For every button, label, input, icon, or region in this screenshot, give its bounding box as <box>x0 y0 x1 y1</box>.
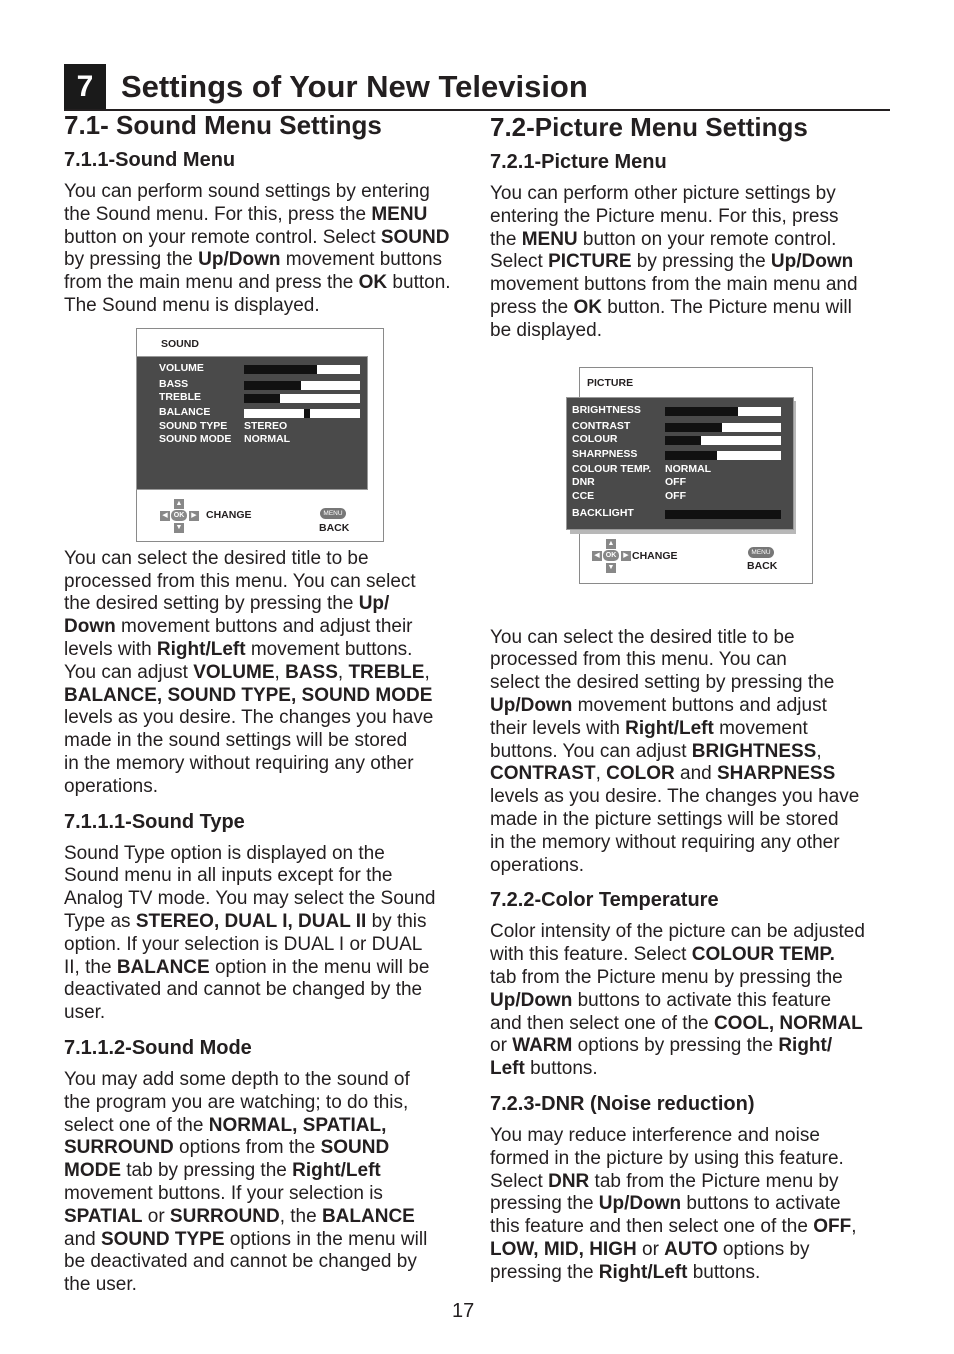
picture-body-paragraph <box>490 627 890 878</box>
text-run: You can perform sound settings by entering <box>64 181 430 202</box>
level-bar-fill <box>665 451 717 460</box>
text-run: options by pressing the <box>572 1035 779 1057</box>
text-line <box>64 776 476 799</box>
text-line <box>64 730 476 753</box>
picture-menu-screenshot <box>490 355 890 627</box>
ok-button-icon: OK <box>171 510 187 521</box>
text-run: DNR <box>548 1170 590 1192</box>
text-run: the Sound menu. For this, press the <box>64 203 372 225</box>
right-arrow-icon: ▶ <box>621 551 631 561</box>
sound-column <box>64 108 476 1297</box>
menu-item-value: NORMAL <box>244 432 291 445</box>
sound-mode-paragraph <box>64 1069 476 1297</box>
text-run: AUTO <box>664 1238 718 1260</box>
text-line <box>64 227 476 250</box>
text-line <box>490 297 890 320</box>
text-run: with this feature. Select <box>490 944 692 966</box>
text-line <box>64 934 476 957</box>
text-run: tab from the Picture menu by pressing the <box>490 966 843 988</box>
text-line <box>64 1115 476 1138</box>
color-temp-paragraph <box>490 921 890 1081</box>
down-arrow-icon: ▼ <box>607 563 615 571</box>
text-line <box>490 1013 890 1036</box>
text-run: You can adjust <box>64 661 194 683</box>
text-run: LOW, MID, HIGH <box>490 1238 637 1260</box>
text-run: Right/Left <box>156 638 246 660</box>
text-run: Right/ <box>778 1035 833 1057</box>
color-temp-title: 7.2.2-Color Temperature <box>490 889 719 912</box>
text-run: Up/Down <box>598 1193 682 1215</box>
text-run: processed from this menu. You can <box>490 649 787 671</box>
sound-type-title: 7.1.1.1-Sound Type <box>64 810 245 833</box>
up-arrow-icon: ▲ <box>175 499 183 507</box>
menu-button-icon: MENU <box>320 508 346 519</box>
text-line <box>64 707 476 730</box>
menu-item-label: BRIGHTNESS <box>572 403 641 416</box>
text-line <box>64 843 476 866</box>
text-run: MENU <box>521 228 578 250</box>
text-run: deactivated and cannot be changed by the <box>64 979 423 1001</box>
text-line <box>490 763 890 786</box>
level-bar <box>244 394 360 403</box>
text-run: button on your remote control. Select <box>64 226 381 248</box>
text-line <box>490 229 890 252</box>
text-line <box>64 1183 476 1206</box>
text-run: option in the menu will be <box>209 956 430 978</box>
text-run: and <box>674 763 717 785</box>
text-line <box>64 1206 476 1229</box>
sound-mode-title: 7.1.1.2-Sound Mode <box>64 1036 252 1059</box>
text-run: MODE <box>64 1160 121 1182</box>
text-run: button. <box>387 272 451 294</box>
text-run: their levels with <box>490 717 626 739</box>
text-line <box>490 718 890 741</box>
text-run: , <box>595 763 607 785</box>
text-run: pressing the <box>490 1261 599 1283</box>
ok-button-icon: OK <box>603 550 619 561</box>
text-line <box>490 274 890 297</box>
text-line <box>64 639 476 662</box>
text-run: movement buttons. If your selection is <box>64 1182 383 1204</box>
text-run: formed in the picture by using this feature. <box>490 1147 844 1169</box>
menu-item-label: DNR <box>572 475 595 488</box>
page-number: 17 <box>452 1300 475 1322</box>
text-run: BALANCE, SOUND TYPE, SOUND MODE <box>64 684 433 706</box>
level-bar-fill <box>304 409 310 418</box>
text-run: entering the Picture menu. For this, press <box>490 205 839 227</box>
text-run: OFF <box>813 1216 852 1238</box>
sound-section-title: 7.1- Sound Menu Settings <box>64 110 382 140</box>
text-line <box>64 957 476 980</box>
text-run: Type as <box>64 910 136 932</box>
text-run: the user. <box>64 1274 137 1296</box>
text-line <box>490 786 890 809</box>
text-line <box>490 741 890 764</box>
change-hint: CHANGE <box>206 508 252 521</box>
picture-intro-paragraph <box>490 183 890 343</box>
text-run: SOUND TYPE <box>100 1228 225 1250</box>
text-line <box>490 672 890 695</box>
menu-item-label: SOUND TYPE <box>159 419 228 432</box>
menu-item-label: COLOUR TEMP. <box>572 462 652 475</box>
text-run: button. The Picture menu will <box>601 296 852 318</box>
text-run: You can perform other picture settings by <box>490 183 836 204</box>
left-arrow-icon: ◀ <box>592 551 602 561</box>
text-line <box>64 616 476 639</box>
menu-item-label: CCE <box>572 489 595 502</box>
text-line <box>490 921 890 944</box>
text-run: operations. <box>64 775 159 797</box>
text-run: buttons. You can adjust <box>490 740 692 762</box>
menu-item-label: BASS <box>159 377 189 390</box>
text-run: options from the <box>173 1137 321 1159</box>
text-run: SOUND <box>380 226 450 248</box>
menu-button-icon: MENU <box>748 547 774 558</box>
picture-menu-subtitle: 7.2.1-Picture Menu <box>490 151 667 173</box>
text-run: made in the picture settings will be stored <box>490 808 839 830</box>
text-run: Down <box>64 616 116 638</box>
text-line <box>64 1137 476 1160</box>
text-run: in the memory without requiring any other <box>64 752 414 774</box>
text-line <box>490 627 890 650</box>
text-run: You can select the desired title to be <box>64 547 369 569</box>
level-bar <box>244 409 360 418</box>
text-run: , <box>816 740 822 762</box>
text-line <box>64 548 476 571</box>
text-run: made in the sound settings will be stored <box>64 730 408 752</box>
text-line <box>64 911 476 934</box>
text-run: buttons. <box>524 1058 598 1080</box>
menu-item-label: VOLUME <box>159 361 204 374</box>
text-run: Left <box>490 1058 525 1080</box>
text-line <box>490 944 890 967</box>
text-run: II, the <box>64 956 117 978</box>
text-line <box>490 967 890 990</box>
text-run: in the memory without requiring any other <box>490 831 840 853</box>
text-run: OK <box>358 272 388 294</box>
text-line <box>490 1171 890 1194</box>
text-run: be deactivated and cannot be changed by <box>64 1251 417 1273</box>
level-bar <box>665 510 781 519</box>
text-run: COLOR <box>606 763 675 785</box>
text-run: , <box>337 661 349 683</box>
text-run: option. If your selection is DUAL I or DUAL <box>64 933 423 955</box>
level-bar-fill <box>665 510 781 519</box>
text-run: Select <box>490 251 549 273</box>
text-run: SHARPNESS <box>717 763 836 785</box>
text-run: user. <box>64 1002 106 1024</box>
text-run: Right/Left <box>598 1261 688 1283</box>
text-line <box>64 1002 476 1025</box>
level-bar-fill <box>244 381 301 390</box>
level-bar <box>244 381 360 390</box>
level-bar-fill <box>244 394 280 403</box>
text-run: or <box>636 1238 665 1260</box>
text-run: or <box>490 1035 513 1057</box>
text-run: , <box>851 1216 857 1238</box>
text-run: Right/Left <box>292 1160 381 1182</box>
text-run: MENU <box>371 203 428 225</box>
text-line <box>490 206 890 229</box>
text-run: by pressing the <box>631 251 771 273</box>
text-line <box>64 979 476 1002</box>
text-run: NORMAL, SPATIAL, <box>208 1114 387 1136</box>
text-run: SURROUND <box>169 1205 280 1227</box>
text-line <box>64 571 476 594</box>
chapter-header <box>64 64 890 111</box>
text-line <box>64 593 476 616</box>
level-bar-fill <box>665 423 722 432</box>
text-line <box>64 1160 476 1183</box>
text-line <box>64 295 476 318</box>
text-run: press the <box>490 296 574 318</box>
text-run: COOL, NORMAL <box>713 1012 863 1034</box>
level-bar <box>244 365 360 374</box>
text-line <box>490 855 890 878</box>
text-run: buttons. <box>687 1261 761 1283</box>
picture-menu-title: PICTURE <box>587 376 634 389</box>
text-run: You can select the desired title to be <box>490 626 795 648</box>
text-run: by this <box>366 910 427 932</box>
text-line <box>490 1058 890 1081</box>
left-arrow-icon: ◀ <box>160 511 170 521</box>
text-run: tab by pressing the <box>121 1160 293 1182</box>
text-line <box>490 1216 890 1239</box>
menu-item-label: CONTRAST <box>572 419 631 432</box>
text-run: , <box>274 661 286 683</box>
text-run: the <box>490 228 522 250</box>
text-line <box>64 249 476 272</box>
text-run: and <box>64 1228 101 1250</box>
level-bar <box>665 407 781 416</box>
text-run: movement <box>713 717 808 739</box>
text-run: Up/Down <box>490 694 573 716</box>
text-run: options by <box>717 1238 810 1260</box>
menu-item-label: BALANCE <box>159 405 211 418</box>
menu-item-value: STEREO <box>244 419 288 432</box>
text-run: OK <box>573 296 602 318</box>
text-line <box>490 1125 890 1148</box>
text-line <box>64 865 476 888</box>
text-line <box>490 695 890 718</box>
menu-item-label: BACKLIGHT <box>572 506 634 519</box>
menu-item-value: OFF <box>665 475 686 488</box>
back-hint: BACK <box>747 559 778 572</box>
text-run: levels as you desire. The changes you have <box>490 786 860 808</box>
text-line <box>64 888 476 911</box>
text-run: Up/Down <box>490 989 573 1011</box>
picture-section-title: 7.2-Picture Menu Settings <box>490 112 808 142</box>
text-run: the desired setting by pressing the <box>64 593 359 615</box>
text-line <box>490 251 890 274</box>
text-run: select one of the <box>64 1114 209 1136</box>
text-run: buttons to activate <box>681 1193 841 1215</box>
menu-item-label: COLOUR <box>572 432 618 445</box>
text-run: by pressing the <box>64 249 199 271</box>
menu-item-label: SHARPNESS <box>572 447 638 460</box>
text-line <box>490 832 890 855</box>
change-hint: CHANGE <box>632 549 678 562</box>
text-run: button on your remote control. <box>577 228 837 250</box>
level-bar <box>665 436 781 445</box>
sound-body-paragraph <box>64 548 476 799</box>
text-line <box>64 1251 476 1274</box>
dnr-title: 7.2.3-DNR (Noise reduction) <box>490 1092 755 1115</box>
level-bar-fill <box>665 436 701 445</box>
text-run: pressing the <box>490 1193 599 1215</box>
text-run: operations. <box>490 854 585 876</box>
text-run: SURROUND <box>64 1137 174 1159</box>
down-arrow-icon: ▼ <box>175 523 183 531</box>
picture-column <box>490 108 890 1285</box>
text-run: Color intensity of the picture can be adjusted <box>490 921 865 943</box>
text-line <box>64 662 476 685</box>
text-run: You may add some depth to the sound of <box>64 1068 410 1090</box>
text-run: or <box>142 1205 170 1227</box>
text-run: and then select one of the <box>490 1012 714 1034</box>
text-run: movement buttons <box>280 249 443 271</box>
chapter-title: Settings of Your New Television <box>121 69 588 104</box>
level-bar-fill <box>244 365 317 374</box>
text-line <box>64 1092 476 1115</box>
sound-menu-screenshot <box>64 325 476 548</box>
text-run: TREBLE <box>348 661 425 683</box>
sound-menu-title: SOUND <box>161 337 199 350</box>
text-run: , the <box>279 1205 322 1227</box>
text-run: the program you are watching; to do this, <box>64 1091 409 1113</box>
menu-item-value: NORMAL <box>665 462 712 475</box>
text-run: options in the menu will <box>224 1228 428 1250</box>
text-line <box>490 649 890 672</box>
text-run: Up/ <box>358 593 390 615</box>
dnr-paragraph <box>490 1125 890 1285</box>
sound-intro-paragraph <box>64 181 476 318</box>
text-line <box>490 183 890 206</box>
text-line <box>490 1035 890 1058</box>
text-line <box>64 204 476 227</box>
text-line <box>490 990 890 1013</box>
text-run: movement buttons. <box>245 638 413 660</box>
text-run: BRIGHTNESS <box>691 740 817 762</box>
text-run: levels as you desire. The changes you have <box>64 707 434 729</box>
menu-item-label: SOUND MODE <box>159 432 232 445</box>
text-run: movement buttons from the main menu and <box>490 274 858 296</box>
text-run: CONTRAST <box>490 763 596 785</box>
text-line <box>490 809 890 832</box>
text-run: from the main menu and press the <box>64 272 359 294</box>
text-run: PICTURE <box>548 251 632 273</box>
text-run: BASS <box>285 661 338 683</box>
text-line <box>490 320 890 343</box>
text-run: buttons to activate this feature <box>572 989 832 1011</box>
text-line <box>64 1069 476 1092</box>
text-run: Up/Down <box>770 251 854 273</box>
text-run: select the desired setting by pressing the <box>490 672 835 694</box>
text-run: STEREO, DUAL I, DUAL II <box>135 910 367 932</box>
sound-type-paragraph <box>64 843 476 1025</box>
level-bar <box>665 423 781 432</box>
text-line <box>490 1148 890 1171</box>
text-run: Analog TV mode. You may select the Sound <box>64 888 436 910</box>
text-run: The Sound menu is displayed. <box>64 294 320 316</box>
text-line <box>64 1274 476 1297</box>
text-line <box>490 1262 890 1285</box>
text-line <box>64 272 476 295</box>
text-run: SOUND <box>320 1137 390 1159</box>
back-hint: BACK <box>319 521 350 534</box>
right-arrow-icon: ▶ <box>189 511 199 521</box>
text-run: BALANCE <box>321 1205 415 1227</box>
text-run: processed from this menu. You can select <box>64 570 416 592</box>
text-run: be displayed. <box>490 319 602 341</box>
text-run: movement buttons and adjust <box>572 694 827 716</box>
text-run: SPATIAL <box>64 1205 143 1227</box>
text-run: this feature and then select one of the <box>490 1216 814 1238</box>
text-run: You may reduce interference and noise <box>490 1124 820 1146</box>
text-line <box>490 1193 890 1216</box>
level-bar <box>665 451 781 460</box>
menu-item-label: TREBLE <box>159 390 201 403</box>
sound-menu-subtitle: 7.1.1-Sound Menu <box>64 149 236 171</box>
text-run: levels with <box>64 638 157 660</box>
text-run: Select <box>490 1170 549 1192</box>
text-line <box>490 1239 890 1262</box>
text-run: COLOUR TEMP. <box>691 944 835 966</box>
text-run: Right/Left <box>625 717 714 739</box>
text-run: , <box>424 661 430 683</box>
text-run: VOLUME <box>193 661 275 683</box>
menu-item-value: OFF <box>665 489 686 502</box>
text-run: Sound menu in all inputs except for the <box>64 865 393 887</box>
text-run: Up/Down <box>198 249 281 271</box>
text-line <box>64 1229 476 1252</box>
level-bar-fill <box>665 407 738 416</box>
text-line <box>64 685 476 708</box>
text-run: Sound Type option is displayed on the <box>64 842 385 864</box>
up-arrow-icon: ▲ <box>607 539 615 547</box>
chapter-number-box: 7 <box>64 64 106 109</box>
text-run: BALANCE <box>116 956 210 978</box>
text-run: tab from the Picture menu by <box>589 1170 839 1192</box>
text-line <box>64 181 476 204</box>
text-run: movement buttons and adjust their <box>115 616 413 638</box>
text-line <box>64 753 476 776</box>
text-run: WARM <box>512 1035 573 1057</box>
